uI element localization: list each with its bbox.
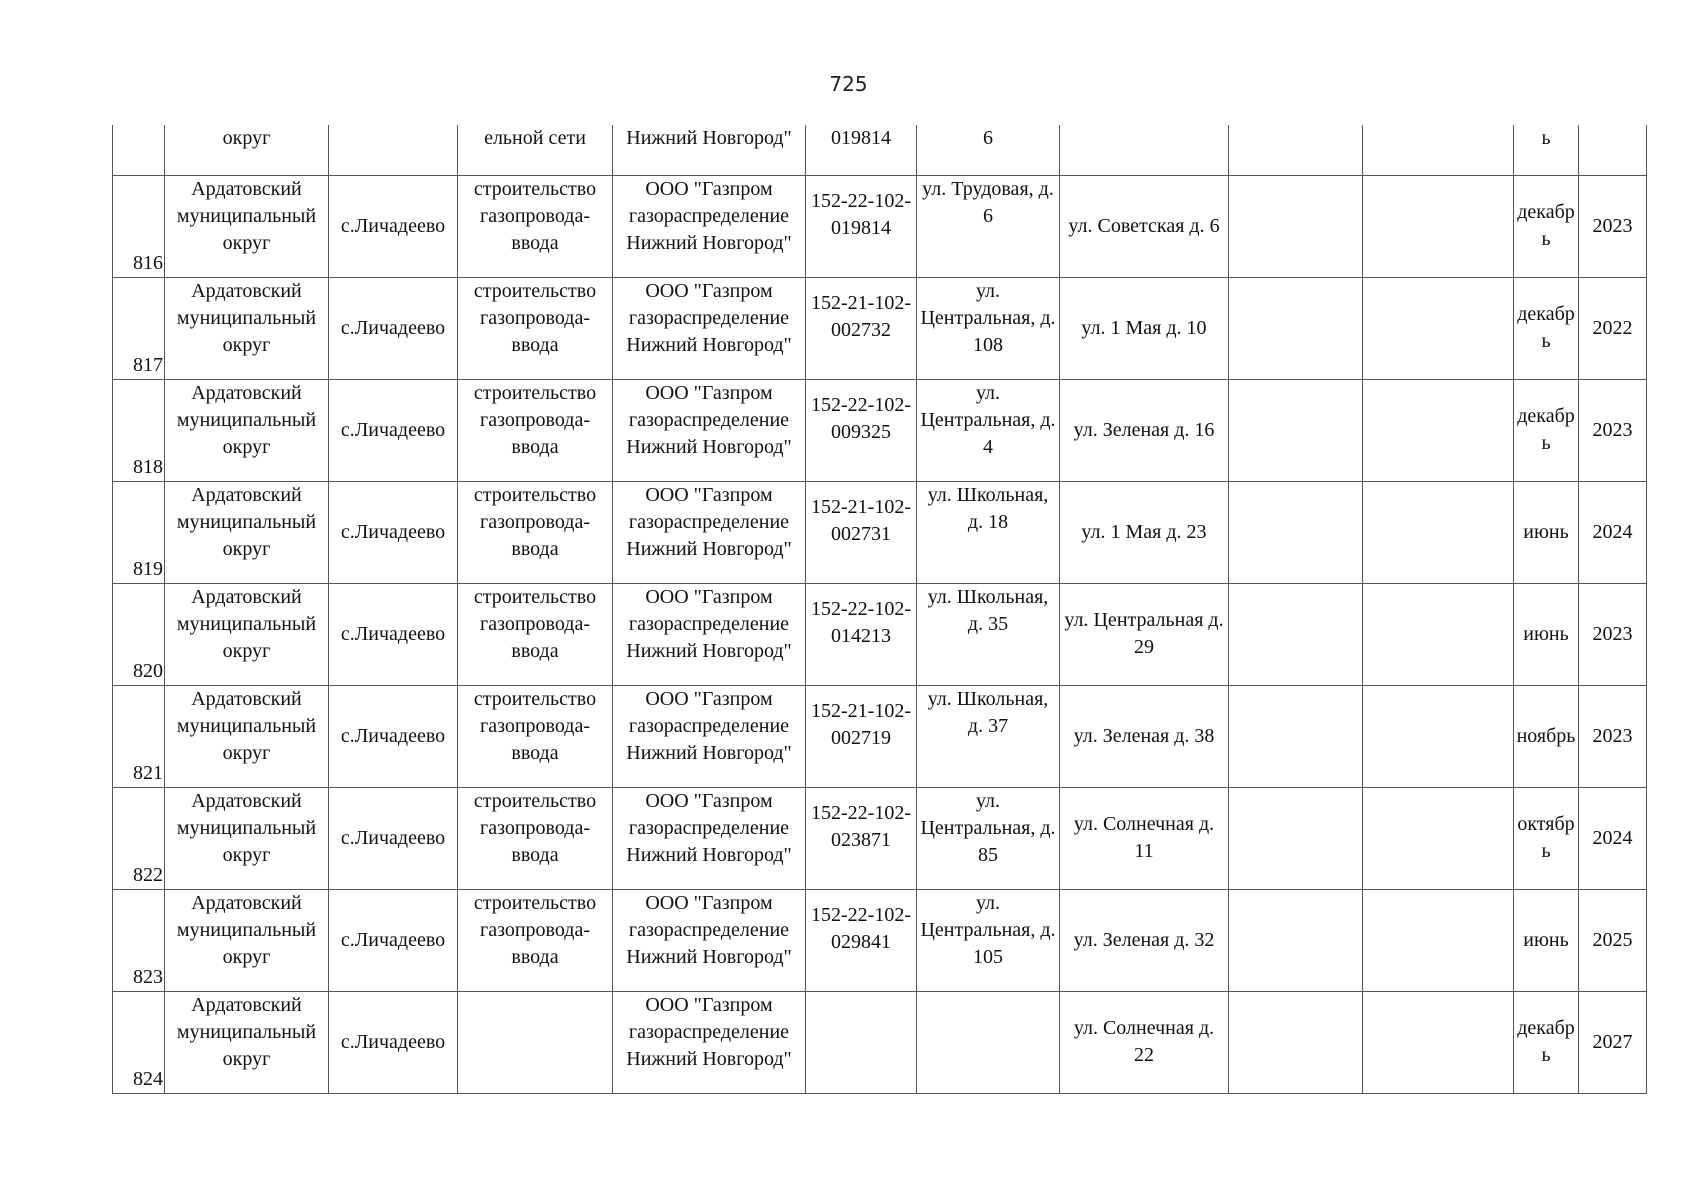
cell-work: строительство газопровода- ввода xyxy=(458,175,613,277)
cell-empty-1 xyxy=(1229,277,1363,379)
cell-address-to: ул. Центральная д. 29 xyxy=(1060,583,1229,685)
cell-work: строительство газопровода- ввода xyxy=(458,379,613,481)
cell-month: декабр ь xyxy=(1514,277,1579,379)
cell-empty-1 xyxy=(1229,481,1363,583)
cell-cadastral: 152-22-102- 023871 xyxy=(806,787,917,889)
cell-number: 821 xyxy=(113,685,165,787)
cell-number: 824 xyxy=(113,991,165,1093)
cell-month: ноябрь xyxy=(1514,685,1579,787)
cell-address-to: ул. Советская д. 6 xyxy=(1060,175,1229,277)
cell-cadastral xyxy=(806,991,917,1093)
cell-empty-1 xyxy=(1229,125,1363,175)
cell-work: строительство газопровода- ввода xyxy=(458,583,613,685)
cell-organization: ООО "Газпром газораспределение Нижний Новгород" xyxy=(613,685,806,787)
cell-number: 819 xyxy=(113,481,165,583)
cell-cadastral: 152-21-102- 002732 xyxy=(806,277,917,379)
cell-organization: ООО "Газпром газораспределение Нижний Новгород" xyxy=(613,889,806,991)
gasification-registry-table xyxy=(112,125,1647,1094)
cell-work: строительство газопровода- ввода xyxy=(458,481,613,583)
cell-work xyxy=(458,991,613,1093)
cell-empty-1 xyxy=(1229,787,1363,889)
cell-district: Ардатовский муниципальный округ xyxy=(165,991,329,1093)
cell-cadastral: 019814 xyxy=(806,125,917,175)
table-row xyxy=(113,583,1647,685)
cell-number: 823 xyxy=(113,889,165,991)
cell-year: 2023 xyxy=(1579,685,1647,787)
cell-cadastral: 152-21-102- 002719 xyxy=(806,685,917,787)
cell-address-to xyxy=(1060,125,1229,175)
cell-number: 817 xyxy=(113,277,165,379)
cell-organization: ООО "Газпром газораспределение Нижний Новгород" xyxy=(613,991,806,1093)
cell-empty-2 xyxy=(1363,481,1514,583)
cell-work: строительство газопровода- ввода xyxy=(458,685,613,787)
table-row xyxy=(113,787,1647,889)
cell-district: Ардатовский муниципальный округ xyxy=(165,277,329,379)
cell-district: Ардатовский муниципальный округ xyxy=(165,889,329,991)
cell-cadastral: 152-22-102- 019814 xyxy=(806,175,917,277)
cell-district: Ардатовский муниципальный округ xyxy=(165,379,329,481)
cell-address-to: ул. Зеленая д. 16 xyxy=(1060,379,1229,481)
cell-empty-2 xyxy=(1363,889,1514,991)
cell-address-to: ул. Солнечная д. 11 xyxy=(1060,787,1229,889)
cell-settlement: с.Личадеево xyxy=(329,481,458,583)
cell-settlement: с.Личадеево xyxy=(329,991,458,1093)
cell-address-from: ул. Центральная, д. 108 xyxy=(917,277,1060,379)
cell-year: 2023 xyxy=(1579,175,1647,277)
cell-empty-1 xyxy=(1229,175,1363,277)
cell-organization: ООО "Газпром газораспределение Нижний Новгород" xyxy=(613,583,806,685)
page-number: 725 xyxy=(829,72,868,96)
cell-organization: ООО "Газпром газораспределение Нижний Новгород" xyxy=(613,277,806,379)
table-row xyxy=(113,277,1647,379)
cell-year: 2024 xyxy=(1579,481,1647,583)
cell-number: 822 xyxy=(113,787,165,889)
cell-address-from: ул. Школьная, д. 37 xyxy=(917,685,1060,787)
cell-month: июнь xyxy=(1514,889,1579,991)
cell-address-from: ул. Школьная, д. 18 xyxy=(917,481,1060,583)
cell-address-from: ул. Центральная, д. 85 xyxy=(917,787,1060,889)
cell-organization: ООО "Газпром газораспределение Нижний Новгород" xyxy=(613,379,806,481)
cell-empty-2 xyxy=(1363,583,1514,685)
cell-district: Ардатовский муниципальный округ xyxy=(165,481,329,583)
cell-district: Ардатовский муниципальный округ xyxy=(165,583,329,685)
cell-address-from: ул. Трудовая, д. 6 xyxy=(917,175,1060,277)
cell-cadastral: 152-22-102- 014213 xyxy=(806,583,917,685)
cell-organization: Нижний Новгород" xyxy=(613,125,806,175)
cell-empty-1 xyxy=(1229,991,1363,1093)
cell-settlement xyxy=(329,125,458,175)
cell-empty-1 xyxy=(1229,685,1363,787)
cell-address-to: ул. Солнечная д. 22 xyxy=(1060,991,1229,1093)
cell-empty-2 xyxy=(1363,379,1514,481)
table-body xyxy=(113,125,1647,1093)
cell-month: декабр ь xyxy=(1514,175,1579,277)
cell-address-to: ул. Зеленая д. 32 xyxy=(1060,889,1229,991)
cell-organization: ООО "Газпром газораспределение Нижний Новгород" xyxy=(613,787,806,889)
cell-empty-2 xyxy=(1363,277,1514,379)
cell-empty-1 xyxy=(1229,583,1363,685)
cell-month: октябр ь xyxy=(1514,787,1579,889)
table-row xyxy=(113,685,1647,787)
table-row xyxy=(113,991,1647,1093)
cell-year: 2027 xyxy=(1579,991,1647,1093)
cell-number: 820 xyxy=(113,583,165,685)
cell-year xyxy=(1579,125,1647,175)
cell-cadastral: 152-21-102- 002731 xyxy=(806,481,917,583)
table-row xyxy=(113,481,1647,583)
cell-organization: ООО "Газпром газораспределение Нижний Новгород" xyxy=(613,481,806,583)
cell-settlement: с.Личадеево xyxy=(329,889,458,991)
cell-settlement: с.Личадеево xyxy=(329,277,458,379)
cell-address-from: ул. Центральная, д. 4 xyxy=(917,379,1060,481)
cell-month: июнь xyxy=(1514,583,1579,685)
cell-district: Ардатовский муниципальный округ xyxy=(165,685,329,787)
cell-address-from: ул. Школьная, д. 35 xyxy=(917,583,1060,685)
cell-month: декабр ь xyxy=(1514,379,1579,481)
cell-settlement: с.Личадеево xyxy=(329,685,458,787)
cell-year: 2024 xyxy=(1579,787,1647,889)
cell-year: 2022 xyxy=(1579,277,1647,379)
cell-settlement: с.Личадеево xyxy=(329,175,458,277)
cell-empty-2 xyxy=(1363,991,1514,1093)
cell-address-from: 6 xyxy=(917,125,1060,175)
cell-month: ь xyxy=(1514,125,1579,175)
cell-address-from: ул. Центральная, д. 105 xyxy=(917,889,1060,991)
cell-number xyxy=(113,125,165,175)
cell-settlement: с.Личадеево xyxy=(329,379,458,481)
cell-empty-1 xyxy=(1229,379,1363,481)
cell-empty-2 xyxy=(1363,787,1514,889)
cell-district: Ардатовский муниципальный округ xyxy=(165,787,329,889)
cell-address-to: ул. 1 Мая д. 23 xyxy=(1060,481,1229,583)
cell-year: 2023 xyxy=(1579,583,1647,685)
cell-work: ельной сети xyxy=(458,125,613,175)
cell-work: строительство газопровода- ввода xyxy=(458,889,613,991)
cell-organization: ООО "Газпром газораспределение Нижний Новгород" xyxy=(613,175,806,277)
cell-month: июнь xyxy=(1514,481,1579,583)
cell-settlement: с.Личадеево xyxy=(329,583,458,685)
table-row xyxy=(113,889,1647,991)
cell-month: декабр ь xyxy=(1514,991,1579,1093)
table-row xyxy=(113,379,1647,481)
cell-cadastral: 152-22-102- 029841 xyxy=(806,889,917,991)
cell-year: 2025 xyxy=(1579,889,1647,991)
table-row xyxy=(113,175,1647,277)
cell-address-to: ул. Зеленая д. 38 xyxy=(1060,685,1229,787)
cell-district: Ардатовский муниципальный округ xyxy=(165,175,329,277)
cell-district: округ xyxy=(165,125,329,175)
cell-work: строительство газопровода- ввода xyxy=(458,277,613,379)
cell-empty-2 xyxy=(1363,175,1514,277)
cell-number: 816 xyxy=(113,175,165,277)
cell-empty-2 xyxy=(1363,685,1514,787)
cell-number: 818 xyxy=(113,379,165,481)
cell-empty-1 xyxy=(1229,889,1363,991)
cell-work: строительство газопровода- ввода xyxy=(458,787,613,889)
cell-settlement: с.Личадеево xyxy=(329,787,458,889)
cell-cadastral: 152-22-102- 009325 xyxy=(806,379,917,481)
cell-empty-2 xyxy=(1363,125,1514,175)
cell-address-from xyxy=(917,991,1060,1093)
cell-address-to: ул. 1 Мая д. 10 xyxy=(1060,277,1229,379)
table-row-continuation xyxy=(113,125,1647,175)
cell-year: 2023 xyxy=(1579,379,1647,481)
